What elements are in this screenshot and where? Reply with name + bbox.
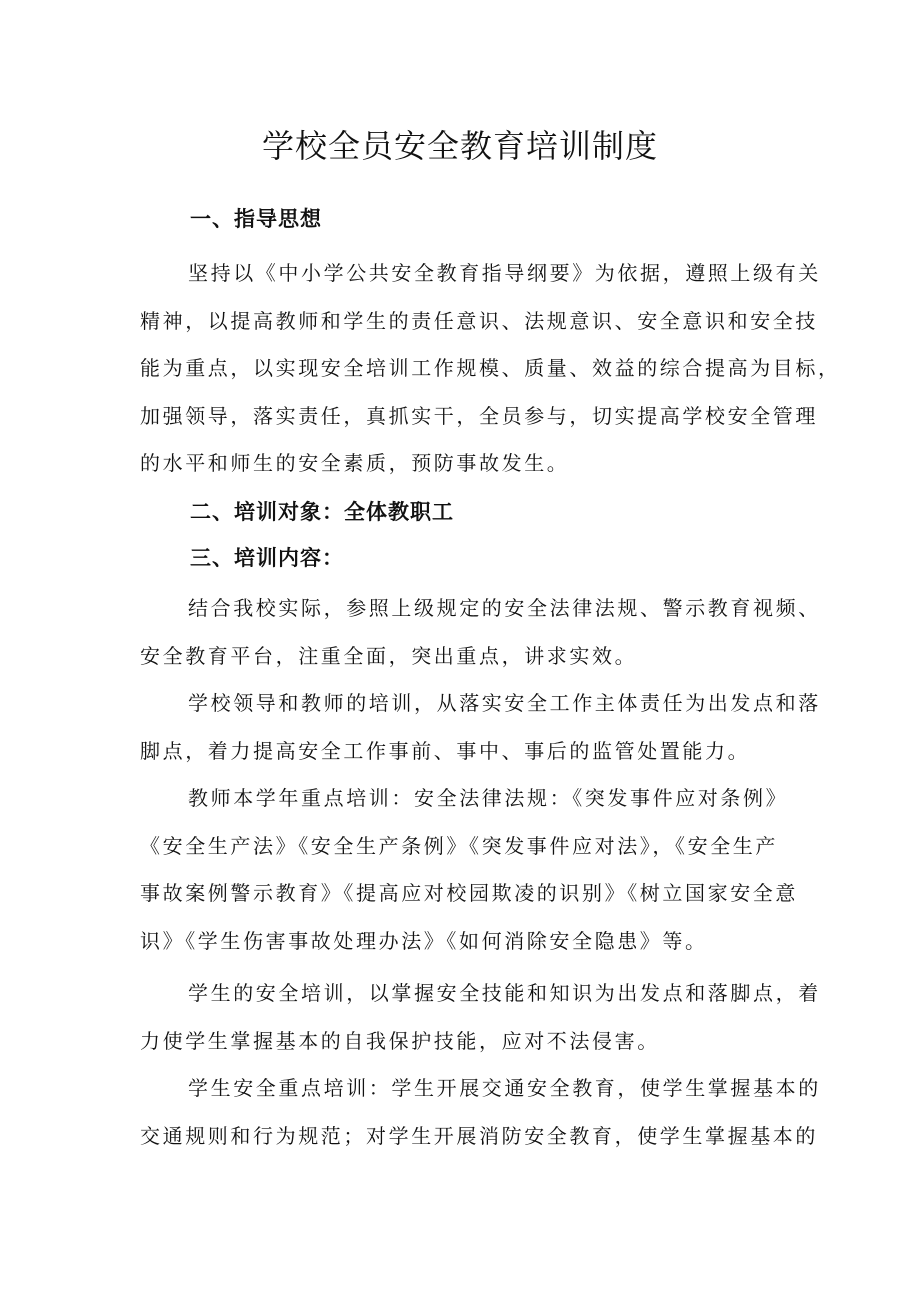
paragraph-line: 能为重点，以实现安全培训工作规模、质量、效益的综合提高为目标， (140, 356, 841, 380)
paragraph-line: 精神，以提高教师和学生的责任意识、法规意识、安全意识和安全技 (140, 308, 818, 333)
paragraph-line: 事故案例警示教育》《提高应对校园欺凌的识别》《树立国家安全意 (140, 881, 798, 905)
section-heading-training-target: 二、培训对象：全体教职工 (190, 500, 454, 524)
paragraph-line: 安全教育平台，注重全面，突出重点，讲求实效。 (140, 643, 638, 668)
document-title: 学校全员安全教育培训制度 (261, 127, 658, 165)
content-paragraph-student-training (140, 970, 821, 1065)
paragraph-line: 结合我校实际，参照上级规定的安全法律法规、警示教育视频、 (188, 596, 821, 620)
paragraph-line: 力使学生掌握基本的自我保护技能，应对不法侵害。 (140, 1028, 660, 1053)
section-heading-training-content: 三、培训内容： (190, 546, 344, 570)
paragraph-line: 加强领导，落实责任，真抓实干，全员参与，切实提高学校安全管理 (140, 403, 818, 428)
content-paragraph-leaders-teachers (140, 680, 821, 775)
content-paragraph-overview (140, 585, 821, 680)
paragraph-line: 交通规则和行为规范；对学生开展消防安全教育，使学生掌握基本的 (140, 1123, 818, 1148)
paragraph-line: 学校领导和教师的培训，从落实安全工作主体责任为出发点和落 (188, 691, 821, 715)
paragraph-line: 坚持以《中小学公共安全教育指导纲要》为依据，遵照上级有关 (188, 261, 821, 285)
content-paragraph-student-focus (140, 1065, 821, 1160)
guiding-ideology-paragraph (140, 250, 841, 488)
paragraph-line: 学生安全重点培训：学生开展交通安全教育，使学生掌握基本的 (188, 1076, 821, 1100)
section-heading-guiding-ideology: 一、指导思想 (190, 207, 322, 231)
paragraph-line: 教师本学年重点培训：安全法律法规：《突发事件应对条例》 (188, 786, 789, 810)
paragraph-line: 《安全生产法》《安全生产条例》《突发事件应对法》，《安全生产 (140, 833, 778, 858)
paragraph-line: 的水平和师生的安全素质，预防事故发生。 (140, 451, 570, 475)
paragraph-line: 识》《学生伤害事故处理办法》《如何消除安全隐患》等。 (140, 928, 708, 953)
content-paragraph-teacher-focus (140, 775, 798, 965)
paragraph-line: 脚点，着力提高安全工作事前、事中、事后的监管处置能力。 (140, 738, 751, 763)
paragraph-line: 学生的安全培训，以掌握安全技能和知识为出发点和落脚点，着 (188, 981, 821, 1005)
